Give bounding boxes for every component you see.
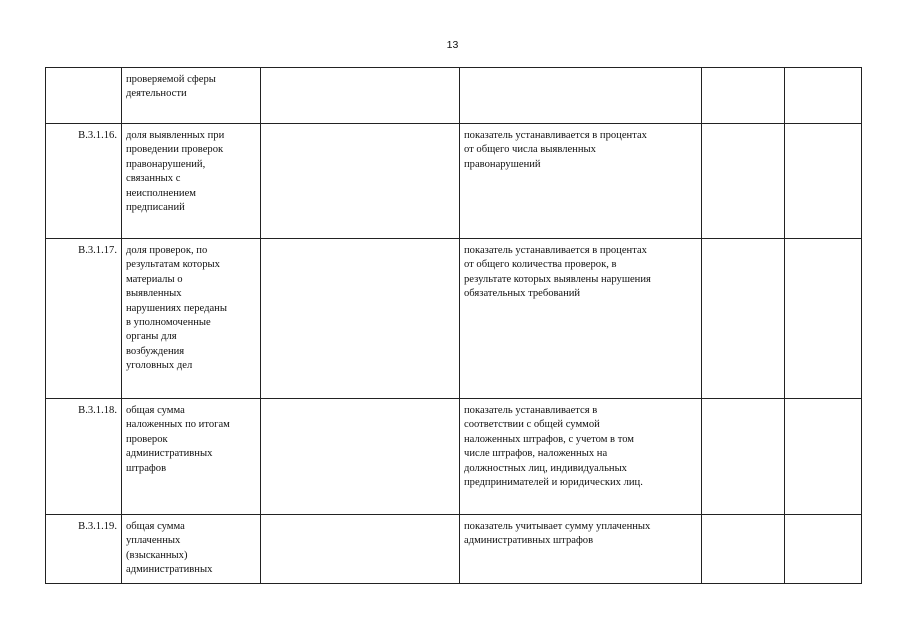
table-row [46, 124, 862, 239]
empty-cell [785, 399, 862, 515]
indicator-name: общая сумма наложенных по итогам проверок административных штрафов [122, 399, 261, 515]
indicator-code: В.3.1.19. [46, 515, 122, 584]
indicator-code: В.3.1.17. [46, 239, 122, 399]
empty-cell [702, 515, 785, 584]
indicators-table [45, 67, 862, 584]
empty-cell [261, 399, 460, 515]
page-number: 13 [446, 39, 459, 51]
indicator-code [46, 68, 122, 124]
empty-cell [785, 68, 862, 124]
table-row [46, 399, 862, 515]
table-row [46, 68, 862, 124]
indicator-name: доля проверок, по результатам которых материалы о выявленных нарушениях переданы в уполномоченные органы для возбуждения уголовных дел [122, 239, 261, 399]
indicator-code: В.3.1.18. [46, 399, 122, 515]
indicator-name: доля выявленных при проведении проверок правонарушений, связанных с неисполнением предписаний [122, 124, 261, 239]
empty-cell [785, 515, 862, 584]
indicator-description: показатель устанавливается в соответствии с общей суммой наложенных штрафов, с учетом в том числе штрафов, наложенных на должностных лиц, индивидуальных предпринимателей и юридических лиц. [460, 399, 702, 515]
indicator-description: показатель устанавливается в процентах от общего количества проверок, в результате которых выявлены нарушения обязательных требований [460, 239, 702, 399]
empty-cell [261, 515, 460, 584]
indicator-description: показатель устанавливается в процентах от общего числа выявленных правонарушений [460, 124, 702, 239]
table-row [46, 515, 862, 584]
indicator-code: В.3.1.16. [46, 124, 122, 239]
indicator-description: показатель учитывает сумму уплаченных административных штрафов [460, 515, 702, 584]
empty-cell [261, 68, 460, 124]
indicator-name: общая сумма уплаченных (взысканных) административных [122, 515, 261, 584]
empty-cell [702, 399, 785, 515]
indicator-description [460, 68, 702, 124]
empty-cell [702, 124, 785, 239]
empty-cell [785, 124, 862, 239]
table-row [46, 239, 862, 399]
empty-cell [261, 239, 460, 399]
indicator-name: проверяемой сферы деятельности [122, 68, 261, 124]
empty-cell [702, 68, 785, 124]
empty-cell [785, 239, 862, 399]
empty-cell [702, 239, 785, 399]
empty-cell [261, 124, 460, 239]
